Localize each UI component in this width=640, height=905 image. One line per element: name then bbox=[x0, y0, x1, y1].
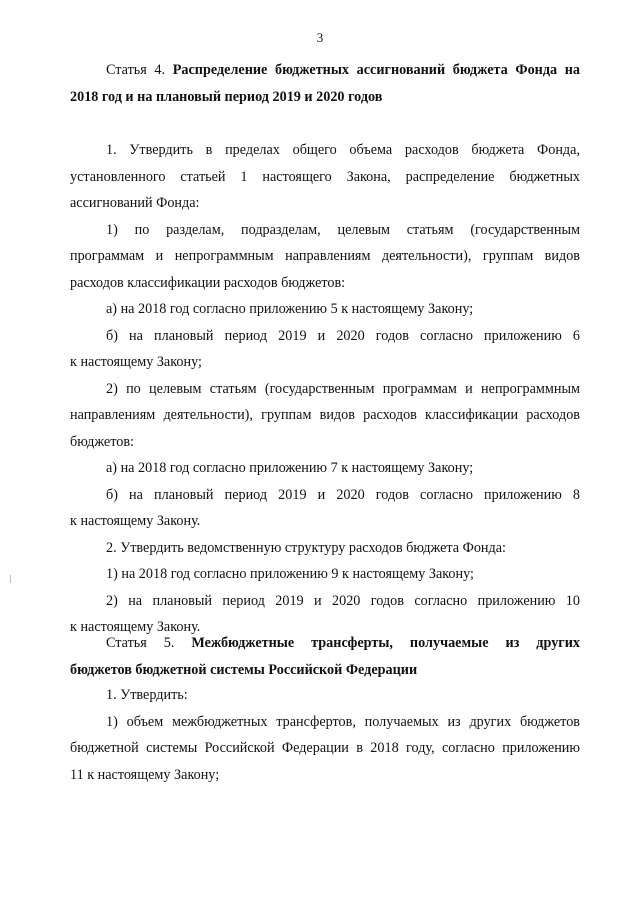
paragraph-line: а) на 2018 год согласно приложению 7 к настоящему Закону; bbox=[106, 460, 474, 476]
paragraph-line: 2) по целевым статьям (государственным программам и непрограммным bbox=[106, 380, 580, 397]
article-5-heading-line-1 bbox=[70, 630, 580, 657]
paragraph-line: а) на 2018 год согласно приложению 5 к настоящему Закону; bbox=[106, 301, 474, 317]
paragraph-line: б) на плановый период 2019 и 2020 годов согласно приложению 6 bbox=[106, 327, 580, 344]
paragraph-line: бюджетов: bbox=[70, 433, 134, 450]
page-number: 3 bbox=[316, 30, 324, 45]
article-4-body bbox=[70, 137, 580, 641]
paragraph-line: бюджетной системы Российской Федерации в 2018 году, согласно приложению bbox=[70, 740, 580, 756]
article-4-label: Статья 4. bbox=[106, 62, 166, 78]
paragraph-line: ассигнований Фонда: bbox=[70, 195, 200, 211]
margin-mark bbox=[10, 575, 11, 583]
article-4-title-part-1: Распределение бюджетных ассигнований бюджета Фонда на bbox=[172, 62, 581, 78]
article-5-body bbox=[70, 682, 580, 788]
paragraph-line: программам и непрограммным направлениям деятельности), группам видов bbox=[70, 248, 580, 264]
paragraph-line: 11 к настоящему Закону; bbox=[70, 766, 220, 783]
article-5-title-part-1: Межбюджетные трансферты, получаемые из других bbox=[191, 635, 580, 651]
paragraph-line: б) на плановый период 2019 и 2020 годов согласно приложению 8 bbox=[106, 486, 580, 503]
paragraph-line: 1) на 2018 год согласно приложению 9 к настоящему Закону; bbox=[106, 566, 474, 582]
paragraph-line: к настоящему Закону; bbox=[70, 354, 202, 370]
paragraph-line: 2) на плановый период 2019 и 2020 годов согласно приложению 10 bbox=[106, 592, 580, 609]
paragraph-line: к настоящему Закону. bbox=[70, 619, 201, 635]
paragraph-line: к настоящему Закону. bbox=[70, 513, 201, 529]
paragraph-line: 1) объем межбюджетных трансфертов, получаемых из других бюджетов bbox=[106, 713, 580, 730]
paragraph-line: 2. Утвердить ведомственную структуру расходов бюджета Фонда: bbox=[106, 539, 506, 556]
paragraph-line: расходов классификации расходов бюджетов: bbox=[70, 274, 346, 291]
article-5-title-part-2: бюджетов бюджетной системы Российской Федерации bbox=[70, 661, 418, 678]
article-4-title-part-2: 2018 год и на плановый период 2019 и 2020 годов bbox=[70, 88, 383, 105]
paragraph-line: направлениям деятельности), группам видов расходов классификации расходов bbox=[70, 407, 580, 423]
paragraph-line: установленного статьей 1 настоящего Закона, распределение бюджетных bbox=[70, 168, 580, 185]
article-5-heading bbox=[70, 630, 580, 683]
paragraph-line: 1. Утвердить: bbox=[106, 687, 188, 703]
paragraph-line: 1. Утвердить в пределах общего объема расходов бюджета Фонда, bbox=[106, 142, 580, 158]
paragraph-line: 1) по разделам, подразделам, целевым статьям (государственным bbox=[106, 221, 580, 238]
article-5-label: Статья 5. bbox=[106, 635, 175, 651]
article-4-heading bbox=[70, 57, 580, 110]
article-4-heading-line-1 bbox=[70, 57, 580, 84]
